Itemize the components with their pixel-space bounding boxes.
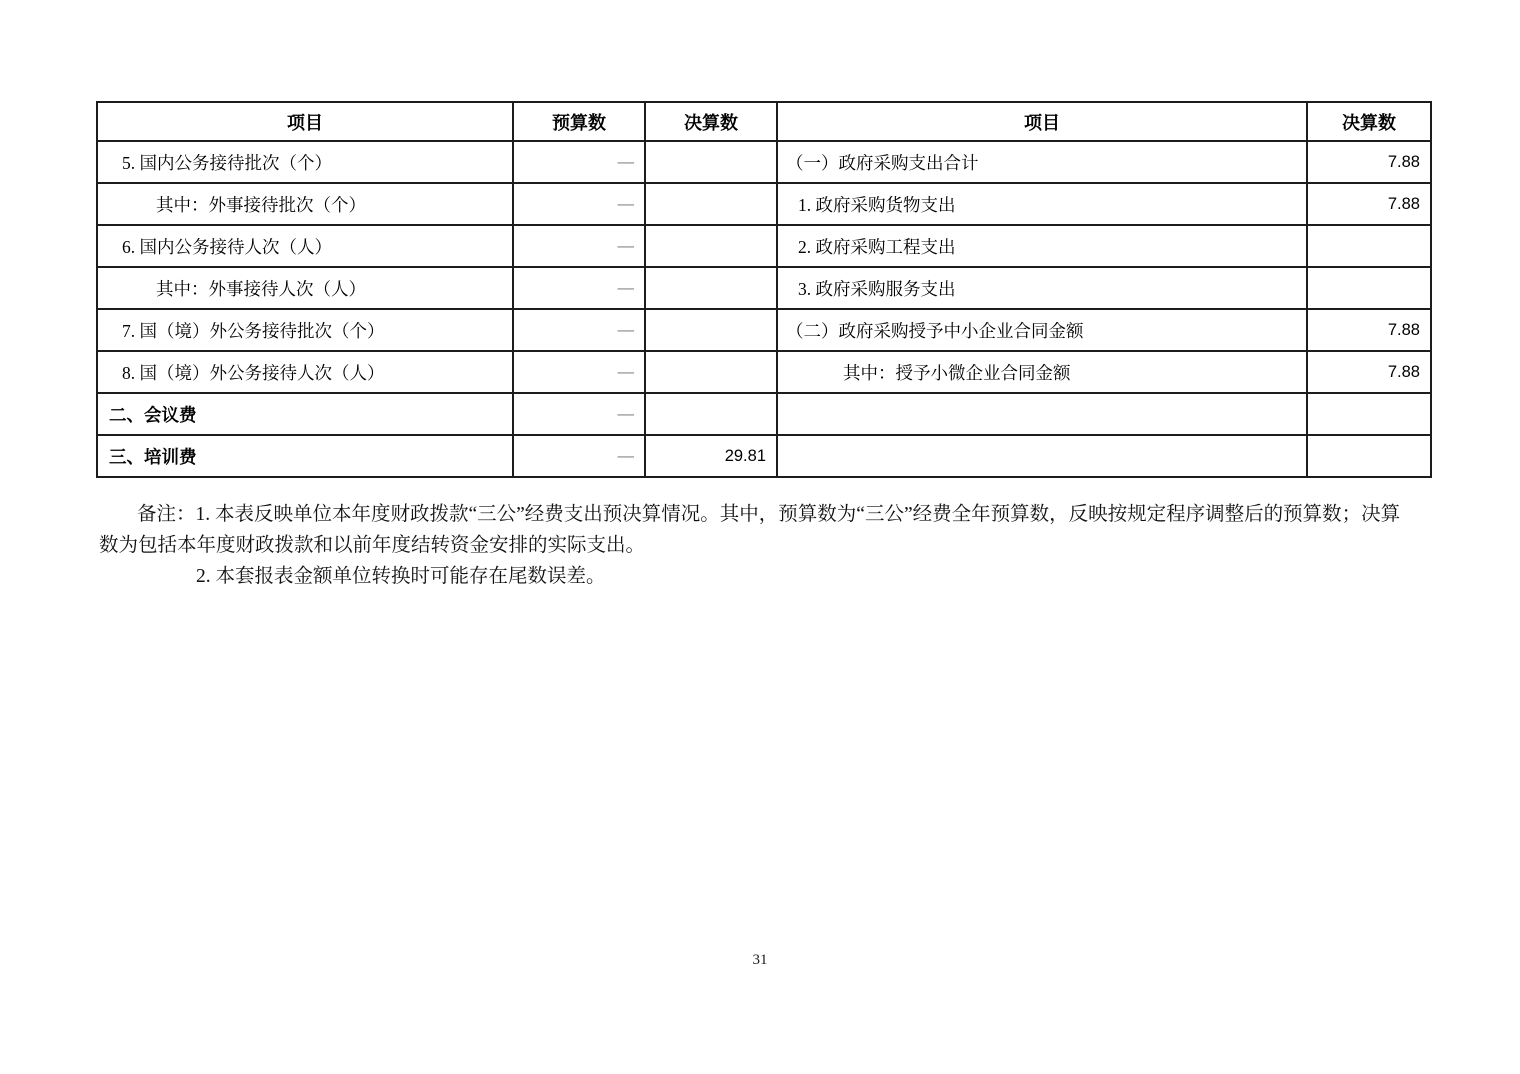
footnote-line: 备注：1. 本表反映单位本年度财政拨款“三公”经费支出预决算情况。其中，预算数为“三公”经费全年预算数，反映按规定程序调整后的预算数；决算	[137, 504, 1401, 525]
item-label: 7. 国（境）外公务接待批次（个）	[97, 309, 513, 351]
budget-value: —	[513, 141, 645, 183]
final-value	[1307, 435, 1431, 477]
item-label: 其中：授予小微企业合同金额	[777, 351, 1307, 393]
budget-value: —	[513, 225, 645, 267]
final-value	[645, 351, 777, 393]
table-row	[97, 393, 1431, 435]
item-label: 1. 政府采购货物支出	[777, 183, 1307, 225]
header-budget-left: 预算数	[513, 102, 645, 141]
budget-value: —	[513, 183, 645, 225]
item-label	[777, 393, 1307, 435]
page-number: 31	[752, 952, 768, 968]
table-row	[97, 435, 1431, 477]
item-label: 8. 国（境）外公务接待人次（人）	[97, 351, 513, 393]
item-label: 二、会议费	[97, 393, 513, 435]
final-value: 29.81	[645, 435, 777, 477]
final-value	[1307, 393, 1431, 435]
item-label: 三、培训费	[97, 435, 513, 477]
budget-value: —	[513, 393, 645, 435]
final-value	[645, 309, 777, 351]
final-value	[645, 225, 777, 267]
budget-value: —	[513, 309, 645, 351]
final-value	[645, 393, 777, 435]
item-label: （二）政府采购授予中小企业合同金额	[777, 309, 1307, 351]
final-value: 7.88	[1307, 183, 1431, 225]
final-value	[645, 141, 777, 183]
table-header-row	[97, 102, 1431, 141]
final-value	[1307, 225, 1431, 267]
final-value: 7.88	[1307, 141, 1431, 183]
header-item-left: 项目	[97, 102, 513, 141]
item-label: 2. 政府采购工程支出	[777, 225, 1307, 267]
final-value	[645, 183, 777, 225]
table-row	[97, 351, 1431, 393]
table-row	[97, 225, 1431, 267]
final-value	[1307, 267, 1431, 309]
item-label: （一）政府采购支出合计	[777, 141, 1307, 183]
footnotes	[99, 499, 1439, 592]
table-row	[97, 141, 1431, 183]
header-final-left: 决算数	[645, 102, 777, 141]
item-label: 其中：外事接待人次（人）	[97, 267, 513, 309]
footnote-line: 2. 本套报表金额单位转换时可能存在尾数误差。	[196, 566, 606, 587]
header-final-right: 决算数	[1307, 102, 1431, 141]
final-value: 7.88	[1307, 309, 1431, 351]
item-label: 3. 政府采购服务支出	[777, 267, 1307, 309]
footnote-line: 数为包括本年度财政拨款和以前年度结转资金安排的实际支出。	[99, 535, 646, 556]
item-label: 6. 国内公务接待人次（人）	[97, 225, 513, 267]
budget-value: —	[513, 267, 645, 309]
item-label: 其中：外事接待批次（个）	[97, 183, 513, 225]
budget-value: —	[513, 351, 645, 393]
header-item-right: 项目	[777, 102, 1307, 141]
item-label	[777, 435, 1307, 477]
table-row	[97, 183, 1431, 225]
table-row	[97, 267, 1431, 309]
final-value: 7.88	[1307, 351, 1431, 393]
final-value	[645, 267, 777, 309]
table-row	[97, 309, 1431, 351]
budget-value: —	[513, 435, 645, 477]
item-label: 5. 国内公务接待批次（个）	[97, 141, 513, 183]
three-public-expense-table	[96, 101, 1432, 478]
